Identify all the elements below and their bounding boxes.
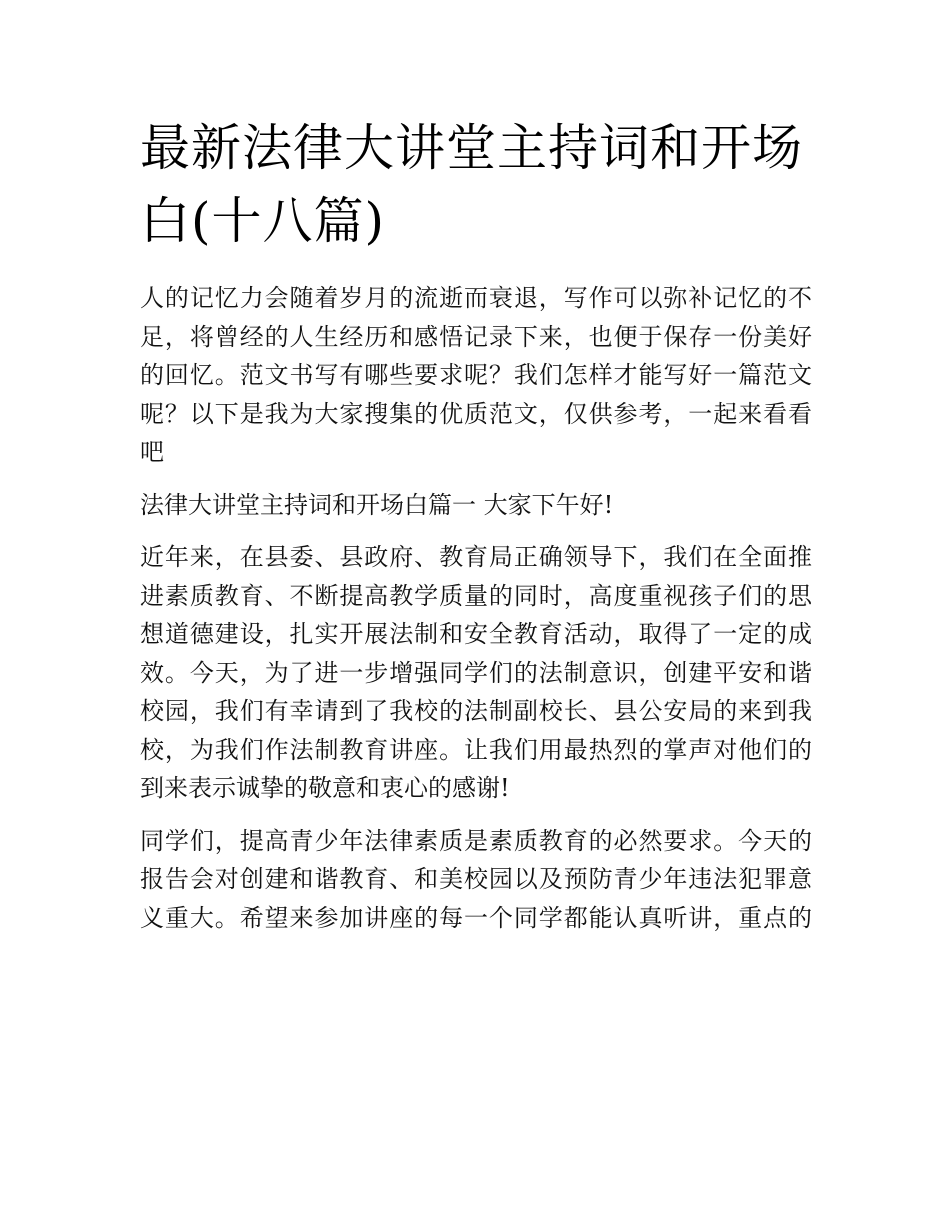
text-line: 校，为我们作法制教育讲座。让我们用最热烈的掌声对他们的	[140, 735, 812, 764]
text-line: 呢？以下是我为大家搜集的优质范文，仅供参考，一起来看看	[140, 399, 812, 428]
text-line: 校园，我们有幸请到了我校的法制副校长、县公安局的来到我	[140, 697, 812, 725]
document-body	[140, 112, 812, 937]
section-heading-text: 法律大讲堂主持词和开场白篇一 大家下午好!	[140, 490, 614, 519]
text-line: 义重大。希望来参加讲座的每一个同学都能认真听讲，重点的	[140, 903, 812, 932]
body-paragraph-2	[140, 822, 812, 938]
text-line: 足，将曾经的人生经历和感悟记录下来，也便于保存一份美好	[140, 322, 812, 351]
text-line: 的回忆。范文书写有哪些要求呢？我们怎样才能写好一篇范文	[140, 361, 812, 389]
document-title	[140, 112, 812, 258]
text-line: 同学们，提高青少年法律素质是素质教育的必然要求。今天的	[140, 826, 812, 855]
section-heading	[140, 486, 812, 525]
text-line: 效。今天，为了进一步增强同学们的法制意识，创建平安和谐	[140, 658, 812, 687]
text-line: 想道德建设，扎实开展法制和安全教育活动，取得了一定的成	[140, 620, 812, 648]
body-paragraph-1	[140, 538, 812, 808]
text-line: 进素质教育、不断提高教学质量的同时，高度重视孩子们的思	[140, 581, 812, 610]
title-line: 最新法律大讲堂主持词和开场	[140, 119, 803, 177]
text-line: 报告会对创建和谐教育、和美校园以及预防青少年违法犯罪意	[140, 865, 812, 893]
text-line: 吧	[140, 438, 164, 466]
text-line: 人的记忆力会随着岁月的流逝而衰退，写作可以弥补记忆的不	[140, 284, 812, 312]
intro-paragraph	[140, 279, 812, 472]
text-line: 到来表示诚挚的敬意和衷心的感谢!	[140, 774, 510, 802]
text-line: 近年来，在县委、县政府、教育局正确领导下，我们在全面推	[140, 543, 812, 571]
title-line: 白(十八篇)	[140, 192, 386, 250]
